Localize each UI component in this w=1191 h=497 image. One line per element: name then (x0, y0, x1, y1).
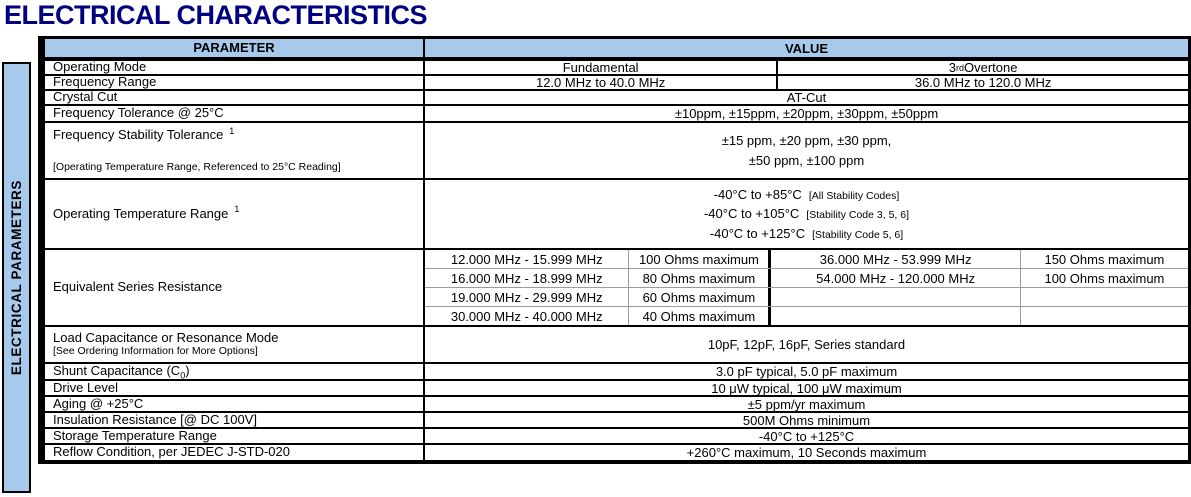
esr-subrow: 30.000 MHz - 40.000 MHz 40 Ohms maximum (425, 306, 1188, 325)
footnote-superscript: 1 (229, 125, 235, 136)
table-row-load-capacitance (45, 325, 1188, 362)
param-label: Shunt Capacitance $(C_0)$ (45, 364, 425, 379)
temp-range-line: -40°C to +125°C [Stability Code 5, 6] (709, 225, 904, 241)
value-cell: 10pF, 12pF, 16pF, Series standard (707, 337, 906, 352)
param-note: [Operating Temperature Range, Referenced to 25°C Reading] (53, 161, 341, 174)
value-cell: ±15 ppm, ±20 ppm, ±30 ppm, ±50 ppm, ±100 ppm (721, 133, 892, 168)
value-cell (425, 76, 1188, 89)
param-label: Equivalent Series Resistance (45, 250, 425, 325)
value-cell: -40°C to +125°C (758, 428, 855, 444)
param-label: Load Capacitance or Resonance Mode [See Ordering Information for More Options] (45, 327, 425, 362)
table-row-insulation-resistance (45, 411, 1188, 427)
param-label: Insulation Resistance [@ DC 100V] (45, 413, 425, 427)
esr-subtable (425, 250, 1188, 325)
footnote-superscript: 1 (234, 204, 240, 215)
side-label-strip (2, 62, 31, 493)
param-label: Aging @ +25°C (45, 397, 425, 411)
value-fundamental: Fundamental (425, 61, 778, 74)
table-row-frequency-range (45, 74, 1188, 89)
table-row-operating-mode (45, 59, 1188, 74)
column-header-parameter: PARAMETER (45, 39, 425, 57)
param-label: Operating Temperature Range $^1$ (45, 180, 425, 248)
param-label: Operating Mode (45, 61, 425, 74)
value-cell: AT-Cut (786, 90, 827, 105)
temp-range-line: -40°C to +105°C [Stability Code 3, 5, 6] (703, 206, 910, 222)
value-cell: 3.0 pF typical, 5.0 pF maximum (715, 364, 898, 379)
table-row-aging (45, 395, 1188, 411)
param-label: Reflow Condition, per JEDEC J-STD-020 (45, 445, 425, 460)
value-cell: 500M Ohms minimum (742, 412, 871, 428)
param-label: Storage Temperature Range (45, 429, 425, 443)
esr-subrow: 12.000 MHz - 15.999 MHz 100 Ohms maximum 36.000 MHz - 53.999 MHz 150 Ohms maximum (425, 250, 1188, 268)
table-row-shunt-capacitance (45, 362, 1188, 379)
table-row-operating-temperature (45, 178, 1188, 248)
value-overtone: 36.0 MHz to 120.0 MHz (914, 75, 1052, 90)
value-overtone: 3 rd Overtone (948, 60, 1018, 75)
table-row-esr (45, 248, 1188, 325)
param-label: Drive Level (45, 381, 425, 395)
param-label: Frequency Stability Tolerance $^1$ [Operating Temperature Range, Referenced to 25°C Reading] (45, 123, 425, 178)
param-label: Frequency Range (45, 76, 425, 89)
table-row-crystal-cut (45, 89, 1188, 104)
value-cell: ±5 ppm/yr maximum (747, 396, 866, 412)
esr-subrow: 16.000 MHz - 18.999 MHz 80 Ohms maximum 54.000 MHz - 120.000 MHz 100 Ohms maximum (425, 268, 1188, 287)
table-row-frequency-stability (45, 121, 1188, 178)
param-label: Crystal Cut (45, 91, 425, 104)
value-cell: ±10ppm, ±15ppm, ±20ppm, ±30ppm, ±50ppm (674, 106, 939, 121)
side-label: ELECTRICAL PARAMETERS (9, 179, 24, 376)
value-cell: +260°C maximum, 10 Seconds maximum (686, 445, 927, 460)
table-row-drive-level (45, 379, 1188, 395)
page-title: ELECTRICAL CHARACTERISTICS (4, 0, 428, 30)
spec-table (38, 36, 1191, 464)
value-fundamental: 12.0 MHz to 40.0 MHz (425, 76, 778, 89)
column-header-value: VALUE (784, 40, 829, 56)
table-row-storage-temperature (45, 427, 1188, 443)
value-cell (425, 180, 1188, 248)
subscript-zero: 0 (180, 370, 186, 381)
value-cell (425, 61, 1188, 74)
table-header-row (45, 39, 1188, 59)
value-cell: 10 μW typical, 100 μW maximum (711, 380, 902, 396)
table-row-reflow-condition (45, 443, 1188, 460)
param-note: [See Ordering Information for More Options] (53, 345, 258, 358)
param-label: Frequency Tolerance @ 25°C (45, 106, 425, 121)
temp-range-line: -40°C to +85°C [All Stability Codes] (713, 186, 900, 202)
esr-subrow: 19.000 MHz - 29.999 MHz 60 Ohms maximum (425, 287, 1188, 306)
table-row-frequency-tolerance (45, 104, 1188, 121)
